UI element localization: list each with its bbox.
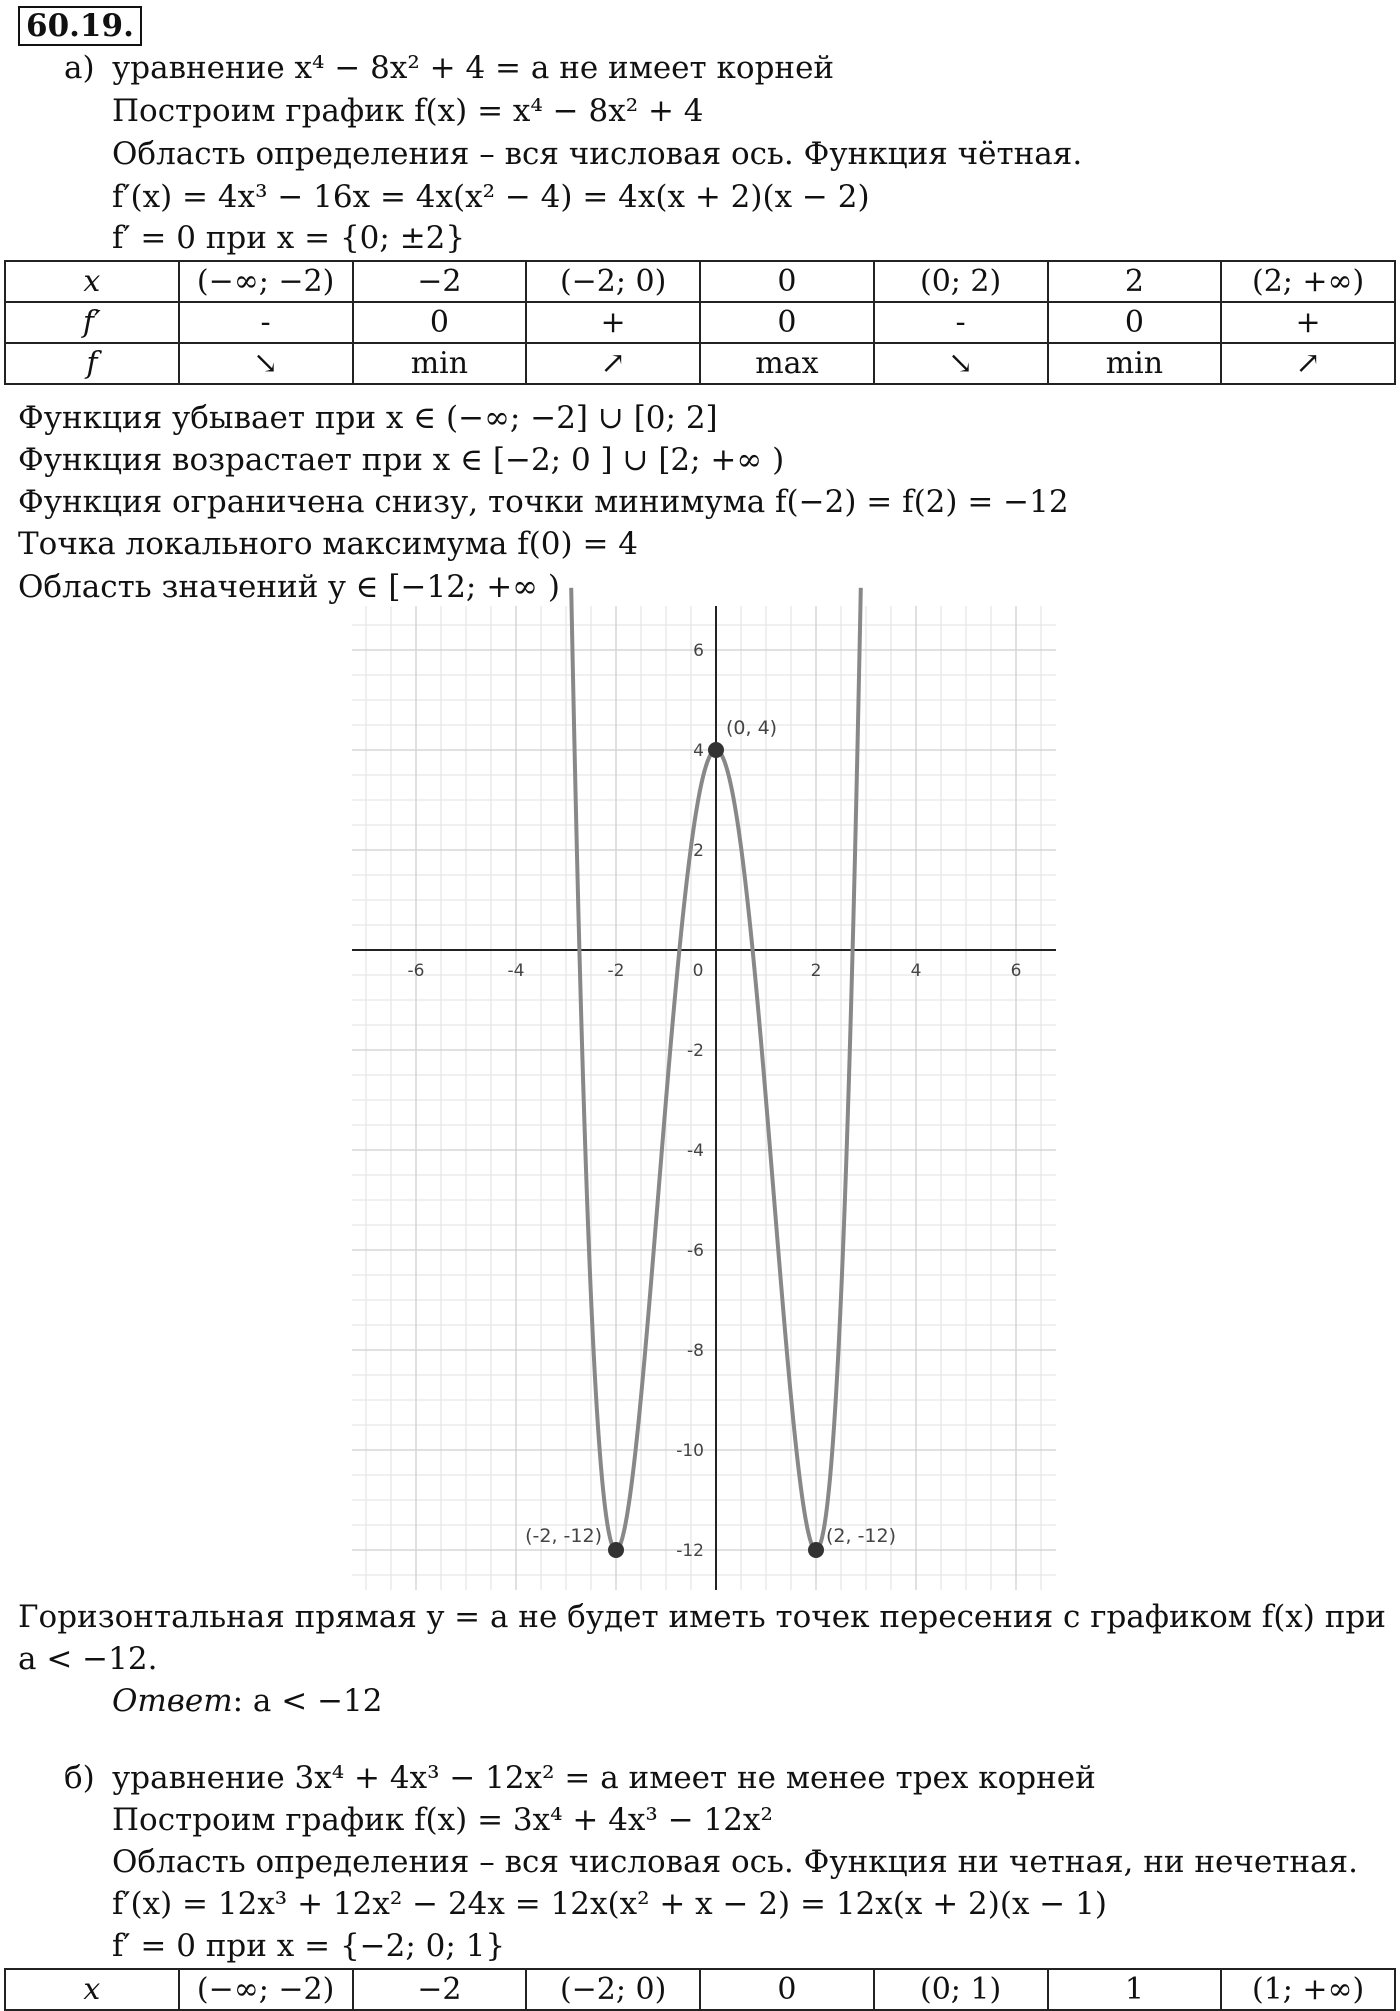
- x-tick-label: 2: [810, 961, 822, 981]
- table-cell: f: [5, 343, 179, 384]
- part-a-line-2: Построим график f(x) = x⁴ − 8x² + 4: [112, 93, 704, 129]
- y-tick-label: 6: [693, 641, 704, 661]
- table-cell: (−∞; −2): [179, 261, 353, 302]
- table-cell: x: [5, 261, 179, 302]
- part-a-line-5: f′ = 0 при x = {0; ±2}: [112, 220, 466, 256]
- y-tick-label: -12: [676, 1541, 704, 1561]
- x-tick-label: 6: [1010, 961, 1022, 981]
- table-cell: -: [179, 302, 353, 343]
- part-a-line-4: f′(x) = 4x³ − 16x = 4x(x² − 4) = 4x(x + 2)(x − 2): [112, 179, 870, 215]
- table-cell: ↘: [179, 343, 353, 384]
- table-cell: (0; 1): [874, 1969, 1048, 2010]
- part-b-line-2: Построим график f(x) = 3x⁴ + 4x³ − 12x²: [112, 1802, 773, 1838]
- part-b-marker: б): [64, 1760, 95, 1796]
- tick-labels: [408, 641, 1022, 1561]
- answer-line: [112, 1681, 383, 1721]
- table-cell: (−2; 0): [526, 261, 700, 302]
- x-tick-label: -4: [507, 961, 525, 981]
- table-cell: -: [874, 302, 1048, 343]
- analysis-line-2: Функция возрастает при x ∈ [−2; 0 ] ∪ [2; +∞ ): [18, 442, 785, 478]
- sign-table-b: [4, 1968, 1396, 2011]
- part-a-marker: а): [64, 50, 95, 86]
- x-tick-label: -2: [607, 961, 625, 981]
- axes: [352, 606, 1056, 1590]
- table-cell: 0: [700, 261, 874, 302]
- table-cell: x: [5, 1969, 179, 2010]
- y-tick-label: -10: [676, 1441, 704, 1461]
- table-row: [5, 1969, 1395, 2010]
- part-a-line-1: уравнение x⁴ − 8x² + 4 = a не имеет корней: [112, 50, 835, 86]
- part-b-line-4: f′(x) = 12x³ + 12x² − 24x = 12x(x² + x − 2) = 12x(x + 2)(x − 1): [112, 1886, 1107, 1922]
- analysis-line-1: Функция убывает при x ∈ (−∞; −2] ∪ [0; 2]: [18, 400, 718, 436]
- table-cell: (2; +∞): [1221, 261, 1395, 302]
- y-tick-label: 4: [693, 741, 704, 761]
- table-cell: ↗: [1221, 343, 1395, 384]
- point-label: (2, -12): [826, 1525, 897, 1547]
- table-cell: −2: [353, 261, 527, 302]
- analysis-line-3: Функция ограничена снизу, точки минимума f(−2) = f(2) = −12: [18, 484, 1069, 520]
- table-cell: ↗: [526, 343, 700, 384]
- table-cell: 0: [700, 302, 874, 343]
- table-cell: (0; 2): [874, 261, 1048, 302]
- analysis-line-4: Точка локального максимума f(0) = 4: [18, 526, 638, 562]
- table-cell: 1: [1048, 1969, 1222, 2010]
- table-cell: (−∞; −2): [179, 1969, 353, 2010]
- x-tick-label: -6: [407, 961, 425, 981]
- answer-value: : a < −12: [232, 1683, 383, 1719]
- table-cell: min: [353, 343, 527, 384]
- y-tick-label: -8: [687, 1341, 704, 1361]
- x-tick-label: 4: [910, 961, 922, 981]
- table-cell: +: [1221, 302, 1395, 343]
- table-cell: min: [1048, 343, 1222, 384]
- grid-major: [352, 606, 1056, 1590]
- table-cell: (−2; 0): [526, 1969, 700, 2010]
- table-cell: 0: [353, 302, 527, 343]
- conclusion-line-1: Горизонтальная прямая y = a не будет иметь точек пересения с графиком f(x) при: [18, 1599, 1386, 1635]
- part-b-line-1: уравнение 3x⁴ + 4x³ − 12x² = a имеет не менее трех корней: [112, 1760, 1096, 1796]
- problem-number: 60.19.: [18, 6, 142, 46]
- table-cell: ↘: [874, 343, 1048, 384]
- y-tick-label: -4: [687, 1141, 704, 1161]
- table-cell: +: [526, 302, 700, 343]
- table-cell: (1; +∞): [1221, 1969, 1395, 2010]
- point-marker: [608, 1542, 624, 1558]
- table-cell: max: [700, 343, 874, 384]
- y-tick-label: -6: [687, 1241, 704, 1261]
- table-cell: 2: [1048, 261, 1222, 302]
- analysis-line-5: Область значений y ∈ [−12; +∞ ): [18, 569, 560, 605]
- point-marker: [808, 1542, 824, 1558]
- point-label: (0, 4): [726, 717, 778, 739]
- grid-minor: [352, 606, 1056, 1590]
- conclusion-line-2: a < −12.: [18, 1641, 158, 1677]
- table-cell: 0: [700, 1969, 874, 2010]
- table-cell: 0: [1048, 302, 1222, 343]
- table-cell: −2: [353, 1969, 527, 2010]
- x-tick-label: 0: [692, 961, 704, 981]
- y-tick-label: 2: [693, 841, 704, 861]
- point-marker: [708, 742, 724, 758]
- part-b-line-5: f′ = 0 при x = {−2; 0; 1}: [112, 1928, 506, 1964]
- part-b-line-3: Область определения – вся числовая ось. Функция ни четная, ни нечетная.: [112, 1844, 1358, 1880]
- point-label: (-2, -12): [525, 1525, 602, 1547]
- answer-label: Ответ: [112, 1683, 233, 1719]
- part-a-line-3: Область определения – вся числовая ось. Функция чётная.: [112, 136, 1083, 172]
- y-tick-label: -2: [687, 1041, 704, 1061]
- table-cell: f′: [5, 302, 179, 343]
